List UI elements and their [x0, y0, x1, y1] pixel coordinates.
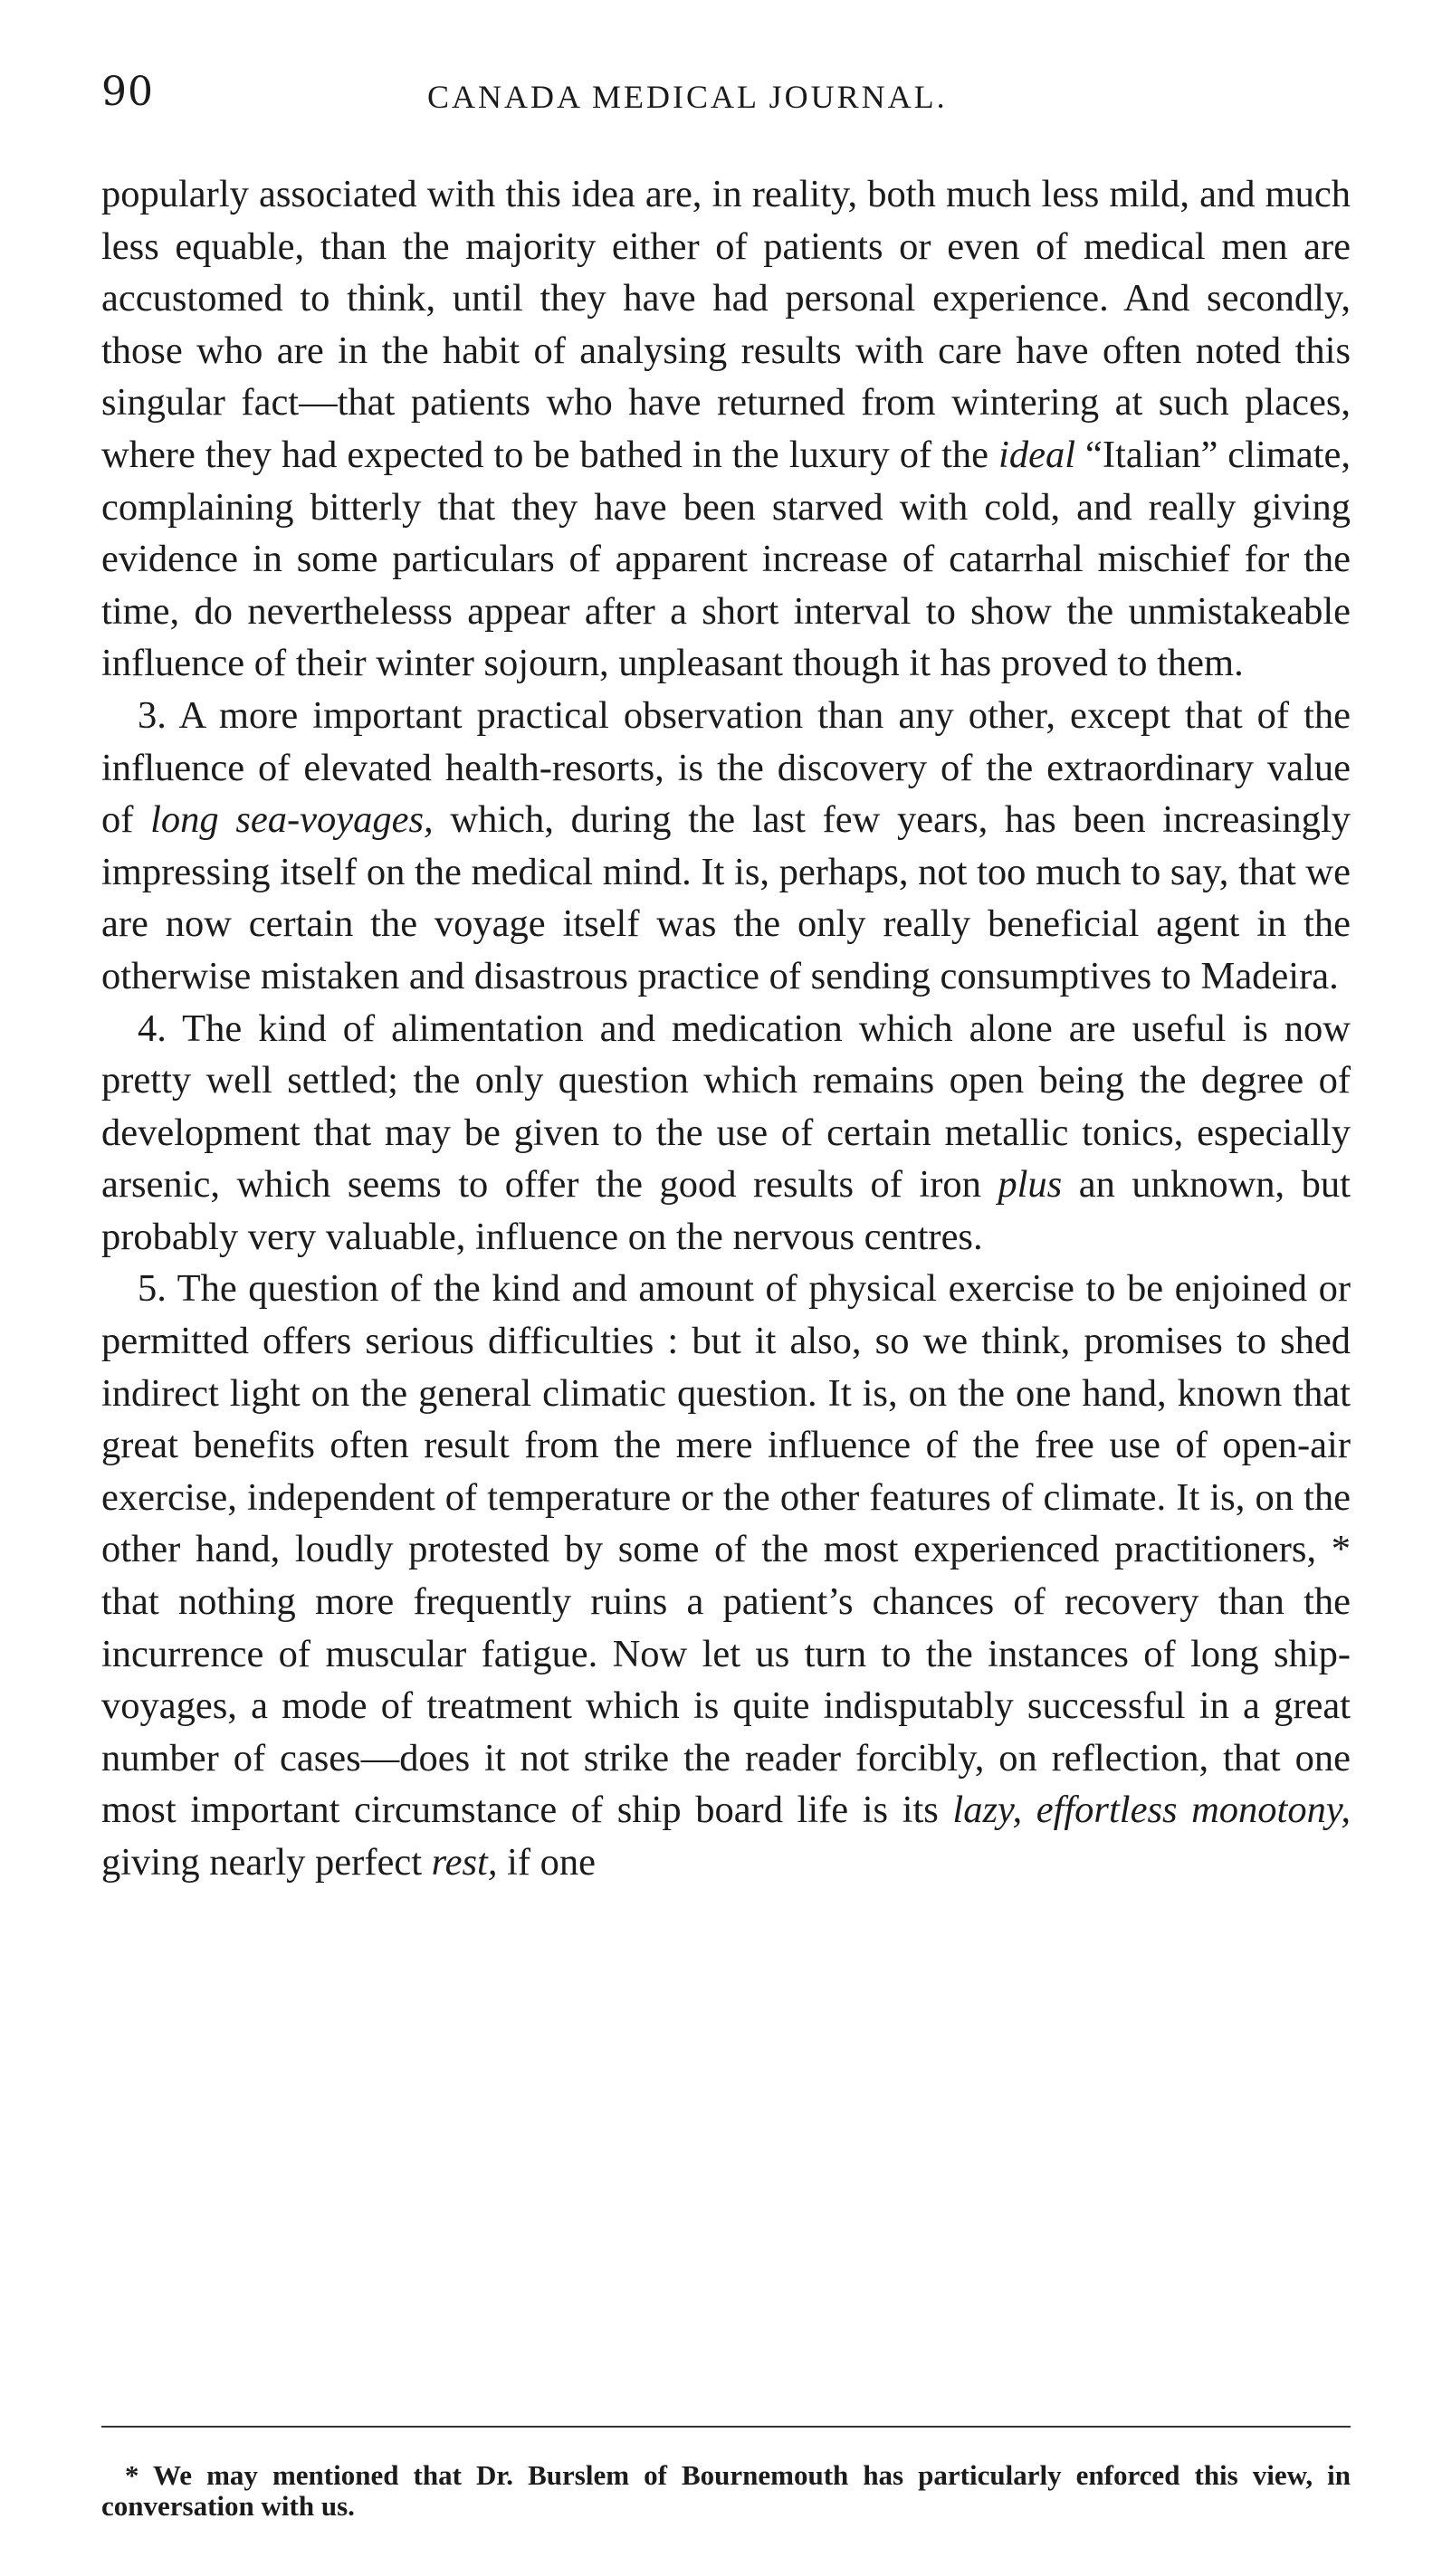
page-header	[101, 69, 1351, 132]
italic-text: ideal	[998, 433, 1076, 476]
paragraph	[101, 690, 1351, 1003]
text-run: 5. The question of the kind and amount of physical exercise to be enjoined or permitted offers serious difficulties : but it also, so we think, promises to shed indirect light on the general climatic question. It is, on the one hand, known that great benefits often result from the mere influence of the free use of open-air exercise, independent of temperature or the other features of climate. It is, on the other hand, loudly protested by some of the most experienced practitioners, * that nothing more frequently ruins a patient’s chances of recovery than the incurrence of muscular fatigue. Now let us turn to the instances of long ship-voyages, a mode of treatment which is quite indisputably successful in a great number of cases—does it not strike the reader forcibly, on reflection, that one most important circumstance of ship board life is its	[101, 1267, 1351, 1832]
paragraph	[101, 1003, 1351, 1264]
text-run: “Italian” climate, complaining bitterly that they have been starved with cold, and really giving evidence in some particulars of apparent increase of catarrhal mischief for the time, do neverthelesss appear after a short interval to show the unmistakeable influence of their winter sojourn, unpleasant though it has proved to them.	[101, 433, 1351, 685]
running-title: CANADA MEDICAL JOURNAL.	[427, 79, 948, 115]
text-run: 3. A more important practical observation than any other, except that of the influence of elevated health-resorts, is the discovery of the extraordinary value of	[101, 693, 1351, 842]
italic-text: rest,	[431, 1841, 498, 1884]
paragraph	[101, 168, 1351, 690]
paragraph	[101, 1263, 1351, 1888]
text-run: if one	[497, 1841, 597, 1884]
text-run: which, during the last few years, has been increasingly impressing itself on the medical mind. It is, perhaps, not too much to say, that we are now certain the voyage itself was the only really beneficial agent in the otherwise mistaken and disastrous practice of sending consumptives to Madeira.	[101, 798, 1351, 997]
footnote-rule	[101, 2426, 1351, 2428]
text-run: 4. The kind of alimentation and medication which alone are useful is now pretty well settled; the only question which remains open being the degree of development that may be given to the use of certain metallic tonics, especially arsenic, which seems to offer the good results of iron	[101, 1007, 1351, 1207]
body-text	[101, 168, 1351, 1889]
page-number: 90	[101, 69, 154, 115]
italic-text: plus	[998, 1163, 1063, 1207]
footnote: * We may mentioned that Dr. Burslem of Bournemouth has particularly enforced this view, in conversation with us.	[101, 2459, 1351, 2522]
italic-text: long sea-voyages,	[150, 798, 434, 842]
text-run: giving nearly perfect	[101, 1841, 432, 1884]
italic-text: lazy, effortless monotony,	[952, 1789, 1351, 1832]
text-run: popularly associated with this idea are, in reality, both much less mild, and much less equable, than the majority either of patients or even of medical men are accustomed to think, until they have had personal experience. And secondly, those who are in the habit of analysing results with care have often noted this singular fact—that patients who have returned from wintering at such places, where they had expected to be bathed in the luxury of the	[101, 173, 1351, 476]
text-run: an unknown, but probably very valuable, influence on the nervous centres.	[101, 1163, 1351, 1258]
